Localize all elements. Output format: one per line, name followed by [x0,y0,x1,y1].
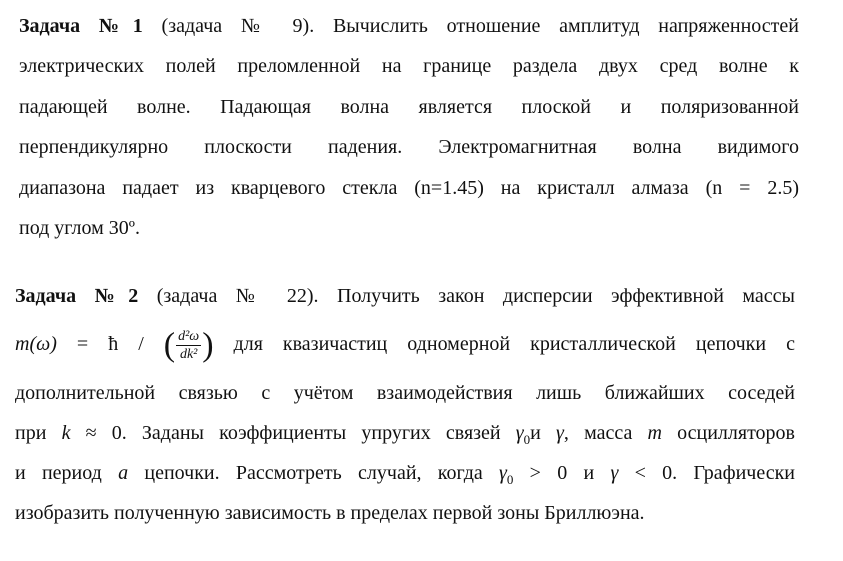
line-5-seg-4: < 0. Графически [618,462,796,484]
line-5-seg-2: цепочки. Рассмотреть случай, когда [128,462,500,484]
task-2-line-3: дополнительной связью с учётом взаимодействия лишь ближайших соседей [15,382,795,404]
var-gamma0: γ [515,422,524,444]
task-2-line-5 [15,453,795,493]
task-2-paragraph [15,276,795,533]
var-m: m [647,422,662,444]
line-4-seg-5: осцилляторов [661,422,795,444]
line-5-seg-3: > 0 и [513,462,611,484]
task-2-line-6: изобразить полученную зависимость в пределах первой зоны Бриллюэна. [15,502,645,524]
task-2-line-4 [15,413,795,453]
task-1-line-2: электрических полей преломленной на границе раздела двух сред волне к [19,55,799,78]
task-2-line-1-text: (задача № 22). Получить закон дисперсии эффективной массы [138,285,795,307]
task-1-line-3: падающей волне. Падающая волна является плоской и поляризованной [19,95,799,118]
var-a: a [118,462,129,484]
var-gamma0-cond: γ [499,462,507,484]
task-1-line-6: под углом 30º. [19,216,140,239]
task-1-heading: Задача №1 [19,15,143,37]
gamma0-subscript: 0 [523,432,531,447]
task-2-line-1 [15,276,795,316]
var-gamma: γ [556,422,564,444]
line-5-seg-1: и период [15,462,119,484]
left-paren: ( [163,326,176,364]
task-1-line-1-text: (задача № 9). Вычислить отношение амплитуд напряженностей [142,15,800,37]
line-4-seg-4: , масса [563,422,648,444]
line-4-seg-3: и [530,422,557,444]
effective-mass-lhs: m(ω) [15,333,57,355]
gamma0-cond-subscript: 0 [506,472,514,487]
task-1-line-1 [19,6,799,46]
task-1-line-4: перпендикулярно плоскости падения. Электромагнитная волна видимого [19,136,799,159]
fraction-numerator: d²ω [178,328,200,344]
var-k: k [61,422,71,444]
second-derivative-fraction [176,328,201,363]
right-paren: ) [202,326,214,364]
fraction-denominator: dk² [179,346,198,362]
task-1-paragraph [19,6,799,248]
task-2-line-2-text: для квазичастиц одномерной кристаллической цепочки с [213,333,795,355]
line-4-seg-1: при [15,422,62,444]
formula-equals-hbar: = ħ / [56,333,164,355]
task-2-line-2 [15,316,795,373]
var-gamma-cond: γ [610,462,619,484]
task-1-line-5: диапазона падает из кварцевого стекла (n=1.45) на кристалл алмаза (n = 2.5) [19,176,799,199]
line-4-seg-2: ≈ 0. Заданы коэффициенты упругих связей [70,422,516,444]
task-2-heading: Задача №2 [15,285,139,307]
